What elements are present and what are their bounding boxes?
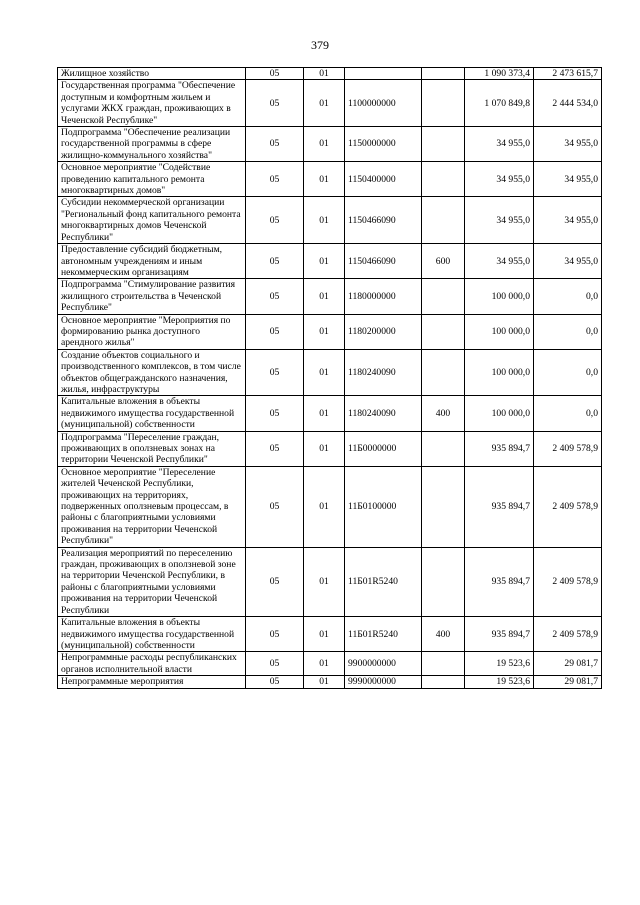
page-number: 379 (311, 38, 329, 52)
row-expense-type-cell: 600 (422, 244, 465, 279)
row-target-code-cell: 11Б0100000 (345, 466, 422, 547)
row-subsection-cell: 01 (304, 652, 345, 676)
budget-table (57, 67, 602, 689)
row-amount-year2-cell: 0,0 (534, 349, 602, 396)
row-expense-type-cell (422, 197, 465, 244)
row-target-code-cell: 9990000000 (345, 676, 422, 688)
row-target-code-cell: 1180000000 (345, 279, 422, 314)
row-amount-year1-cell: 1 090 373,4 (465, 68, 534, 80)
row-subsection-cell: 01 (304, 279, 345, 314)
row-subsection-cell: 01 (304, 617, 345, 652)
row-target-code-cell: 1150400000 (345, 162, 422, 197)
row-amount-year1-cell: 34 955,0 (465, 244, 534, 279)
row-expense-type-cell (422, 162, 465, 197)
row-expense-type-cell (422, 652, 465, 676)
row-amount-year2-cell: 0,0 (534, 279, 602, 314)
row-section-cell: 05 (246, 396, 304, 431)
row-subsection-cell: 01 (304, 162, 345, 197)
row-name-cell: Реализация мероприятий по переселению граждан, проживающих в оползневой зоне на территории Чеченской Республики, в районы с благоприятными условиями проживания на территории Чеченской Республики (58, 547, 246, 616)
row-section-cell: 05 (246, 162, 304, 197)
row-subsection-cell: 01 (304, 127, 345, 162)
table-row (58, 547, 602, 616)
table-row (58, 617, 602, 652)
table-row (58, 431, 602, 466)
row-target-code-cell: 11Б01R5240 (345, 617, 422, 652)
budget-table-body (58, 68, 602, 689)
row-expense-type-cell (422, 466, 465, 547)
row-subsection-cell: 01 (304, 314, 345, 349)
row-amount-year1-cell: 19 523,6 (465, 676, 534, 688)
row-amount-year2-cell: 2 409 578,9 (534, 547, 602, 616)
row-amount-year1-cell: 34 955,0 (465, 162, 534, 197)
row-subsection-cell: 01 (304, 80, 345, 127)
row-name-cell: Капитальные вложения в объекты недвижимого имущества государственной (муниципальной) собственности (58, 617, 246, 652)
table-row (58, 279, 602, 314)
row-subsection-cell: 01 (304, 466, 345, 547)
row-amount-year2-cell: 34 955,0 (534, 162, 602, 197)
row-name-cell: Субсидии некоммерческой организации "Региональный фонд капитального ремонта многоквартирных домов Чеченской Республики" (58, 197, 246, 244)
row-section-cell: 05 (246, 68, 304, 80)
row-amount-year1-cell: 1 070 849,8 (465, 80, 534, 127)
row-target-code-cell: 11Б0000000 (345, 431, 422, 466)
row-amount-year2-cell: 2 473 615,7 (534, 68, 602, 80)
row-name-cell: Основное мероприятие "Мероприятия по формированию рынка доступного арендного жилья" (58, 314, 246, 349)
row-name-cell: Капитальные вложения в объекты недвижимого имущества государственной (муниципальной) собственности (58, 396, 246, 431)
row-name-cell: Государственная программа "Обеспечение доступным и комфортным жильем и услугами ЖКХ граждан, проживающих в Чеченской Республике" (58, 80, 246, 127)
row-expense-type-cell (422, 68, 465, 80)
row-subsection-cell: 01 (304, 396, 345, 431)
row-target-code-cell: 9900000000 (345, 652, 422, 676)
row-amount-year1-cell: 19 523,6 (465, 652, 534, 676)
row-amount-year1-cell: 935 894,7 (465, 617, 534, 652)
table-row (58, 396, 602, 431)
row-amount-year2-cell: 34 955,0 (534, 244, 602, 279)
row-target-code-cell: 11Б01R5240 (345, 547, 422, 616)
row-expense-type-cell: 400 (422, 396, 465, 431)
row-expense-type-cell (422, 547, 465, 616)
row-name-cell: Подпрограмма "Обеспечение реализации государственной программы в сфере жилищно-коммунального хозяйства" (58, 127, 246, 162)
row-expense-type-cell (422, 676, 465, 688)
row-amount-year2-cell: 0,0 (534, 396, 602, 431)
row-amount-year2-cell: 2 409 578,9 (534, 617, 602, 652)
table-row (58, 466, 602, 547)
table-row (58, 68, 602, 80)
row-subsection-cell: 01 (304, 197, 345, 244)
row-expense-type-cell (422, 127, 465, 162)
row-name-cell: Основное мероприятие "Переселение жителей Чеченской Республики, проживающих на территориях, подверженных оползневым процессам, в районы с благоприятными условиями проживания на территории Чеченской Республики" (58, 466, 246, 547)
table-row (58, 314, 602, 349)
row-section-cell: 05 (246, 314, 304, 349)
row-name-cell: Основное мероприятие "Содействие проведению капитального ремонта многоквартирных домов" (58, 162, 246, 197)
row-amount-year2-cell: 2 409 578,9 (534, 431, 602, 466)
row-name-cell: Создание объектов социального и производственного комплексов, в том числе объектов общегражданского назначения, жилья, инфраструктуры (58, 349, 246, 396)
table-row (58, 676, 602, 688)
row-target-code-cell: 1180240090 (345, 349, 422, 396)
row-name-cell: Жилищное хозяйство (58, 68, 246, 80)
row-amount-year1-cell: 100 000,0 (465, 279, 534, 314)
row-amount-year1-cell: 935 894,7 (465, 547, 534, 616)
row-amount-year2-cell: 29 081,7 (534, 652, 602, 676)
row-expense-type-cell (422, 349, 465, 396)
table-row (58, 80, 602, 127)
row-target-code-cell: 1100000000 (345, 80, 422, 127)
row-subsection-cell: 01 (304, 349, 345, 396)
row-expense-type-cell (422, 279, 465, 314)
row-amount-year1-cell: 935 894,7 (465, 466, 534, 547)
row-amount-year2-cell: 0,0 (534, 314, 602, 349)
row-name-cell: Непрограммные мероприятия (58, 676, 246, 688)
row-target-code-cell: 1150466090 (345, 197, 422, 244)
row-section-cell: 05 (246, 349, 304, 396)
row-section-cell: 05 (246, 127, 304, 162)
table-row (58, 244, 602, 279)
row-amount-year1-cell: 100 000,0 (465, 396, 534, 431)
row-section-cell: 05 (246, 676, 304, 688)
row-amount-year2-cell: 34 955,0 (534, 127, 602, 162)
row-amount-year2-cell: 2 409 578,9 (534, 466, 602, 547)
row-section-cell: 05 (246, 547, 304, 616)
row-amount-year1-cell: 100 000,0 (465, 349, 534, 396)
row-section-cell: 05 (246, 652, 304, 676)
row-amount-year2-cell: 29 081,7 (534, 676, 602, 688)
row-section-cell: 05 (246, 80, 304, 127)
table-row (58, 349, 602, 396)
row-amount-year1-cell: 935 894,7 (465, 431, 534, 466)
row-subsection-cell: 01 (304, 431, 345, 466)
row-expense-type-cell (422, 314, 465, 349)
row-amount-year1-cell: 100 000,0 (465, 314, 534, 349)
row-target-code-cell: 1180240090 (345, 396, 422, 431)
row-section-cell: 05 (246, 197, 304, 244)
table-row (58, 127, 602, 162)
row-name-cell: Подпрограмма "Переселение граждан, проживающих в оползневых зонах на территории Чеченской Республики" (58, 431, 246, 466)
row-section-cell: 05 (246, 279, 304, 314)
row-name-cell: Непрограммные расходы республиканских органов исполнительной власти (58, 652, 246, 676)
table-row (58, 197, 602, 244)
row-amount-year2-cell: 34 955,0 (534, 197, 602, 244)
row-section-cell: 05 (246, 244, 304, 279)
row-subsection-cell: 01 (304, 244, 345, 279)
row-section-cell: 05 (246, 431, 304, 466)
table-row (58, 162, 602, 197)
row-expense-type-cell: 400 (422, 617, 465, 652)
row-subsection-cell: 01 (304, 676, 345, 688)
row-expense-type-cell (422, 80, 465, 127)
row-name-cell: Предоставление субсидий бюджетным, автономным учреждениям и иным некоммерческим организациям (58, 244, 246, 279)
row-target-code-cell (345, 68, 422, 80)
row-target-code-cell: 1180200000 (345, 314, 422, 349)
row-amount-year1-cell: 34 955,0 (465, 127, 534, 162)
table-row (58, 652, 602, 676)
row-name-cell: Подпрограмма "Стимулирование развития жилищного строительства в Чеченской Республике" (58, 279, 246, 314)
row-subsection-cell: 01 (304, 68, 345, 80)
row-amount-year1-cell: 34 955,0 (465, 197, 534, 244)
row-target-code-cell: 1150466090 (345, 244, 422, 279)
row-amount-year2-cell: 2 444 534,0 (534, 80, 602, 127)
row-section-cell: 05 (246, 617, 304, 652)
row-target-code-cell: 1150000000 (345, 127, 422, 162)
row-subsection-cell: 01 (304, 547, 345, 616)
row-expense-type-cell (422, 431, 465, 466)
row-section-cell: 05 (246, 466, 304, 547)
